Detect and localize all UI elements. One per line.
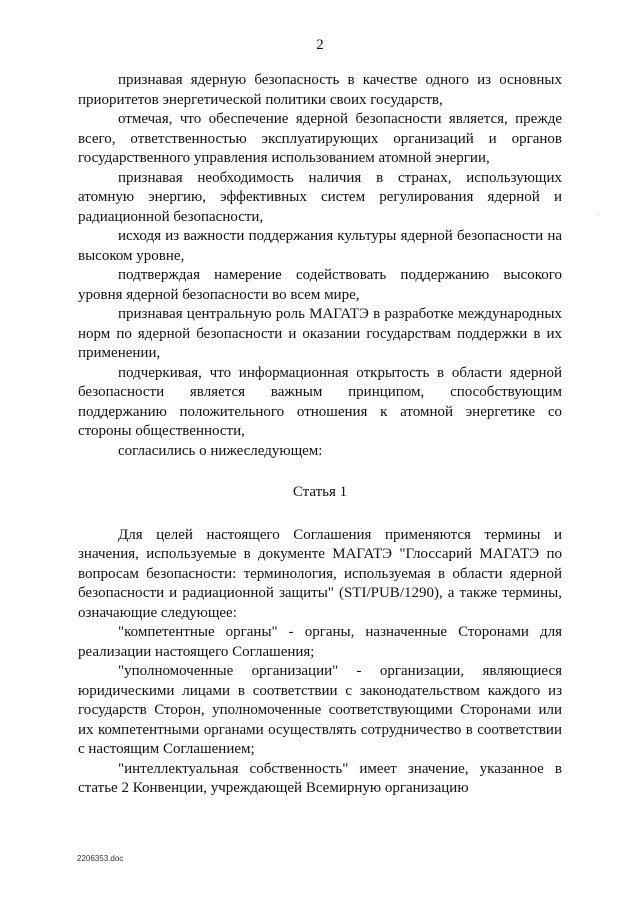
- preamble-paragraph: отмечая, что обеспечение ядерной безопасности является, прежде всего, ответственностью эксплуатирующих организаций и органов государственного управления использованием атомной энергии,: [78, 111, 562, 166]
- article-heading: Статья 1: [292, 484, 348, 500]
- preamble-paragraph: подчеркивая, что информационная открытость в области ядерной безопасности является важным принципом, способствующим поддержанию положительного отношения к атомной энергетике со стороны общественности,: [78, 364, 562, 439]
- preamble-paragraph: признавая центральную роль МАГАТЭ в разработке международных норм по ядерной безопасности и оказании государствам поддержки в их применении,: [78, 306, 562, 361]
- article-paragraph: "уполномоченные организации" - организации, являющиеся юридическими лицами в соответствии с законодательством каждого из государств Сторон, уполномоченные соответствующими Сторонами или их компетентными органами осуществлять сотрудничество в соответствии с настоящим Соглашением;: [78, 663, 562, 757]
- preamble-paragraph: подтверждая намерение содействовать поддержанию высокого уровня ядерной безопасности во всем мире,: [78, 267, 562, 303]
- preamble-paragraph: признавая необходимость наличия в странах, использующих атомную энергию, эффективных систем регулирования ядерной и радиационной безопасности,: [78, 169, 562, 225]
- document-body: [78, 71, 562, 799]
- article-paragraph: Для целей настоящего Соглашения применяются термины и значения, используемые в документе МАГАТЭ "Глоссарий МАГАТЭ по вопросам безопасности: терминология, используемая в области ядерной безопасности и радиационной защиты" (STI/PUB/1290), а также термины, означающие следующее:: [78, 526, 562, 621]
- preamble-paragraph: согласились о нижеследующем:: [118, 442, 323, 459]
- margin-mark: ·: [597, 210, 600, 219]
- article-paragraph: "компетентные органы" - органы, назначенные Сторонами для реализации настоящего Соглашения;: [78, 624, 562, 660]
- footer-filename: 2206353.doc: [77, 854, 124, 863]
- article-paragraph: "интеллектуальная собственность" имеет значение, указанное в статье 2 Конвенции, учреждающей Всемирную организацию: [78, 760, 562, 796]
- page-number: 2: [316, 37, 324, 53]
- preamble-paragraph: признавая ядерную безопасность в качестве одного из основных приоритетов энергетической политики своих государств,: [78, 72, 562, 108]
- preamble-paragraph: исходя из важности поддержания культуры ядерной безопасности на высоком уровне,: [78, 228, 562, 264]
